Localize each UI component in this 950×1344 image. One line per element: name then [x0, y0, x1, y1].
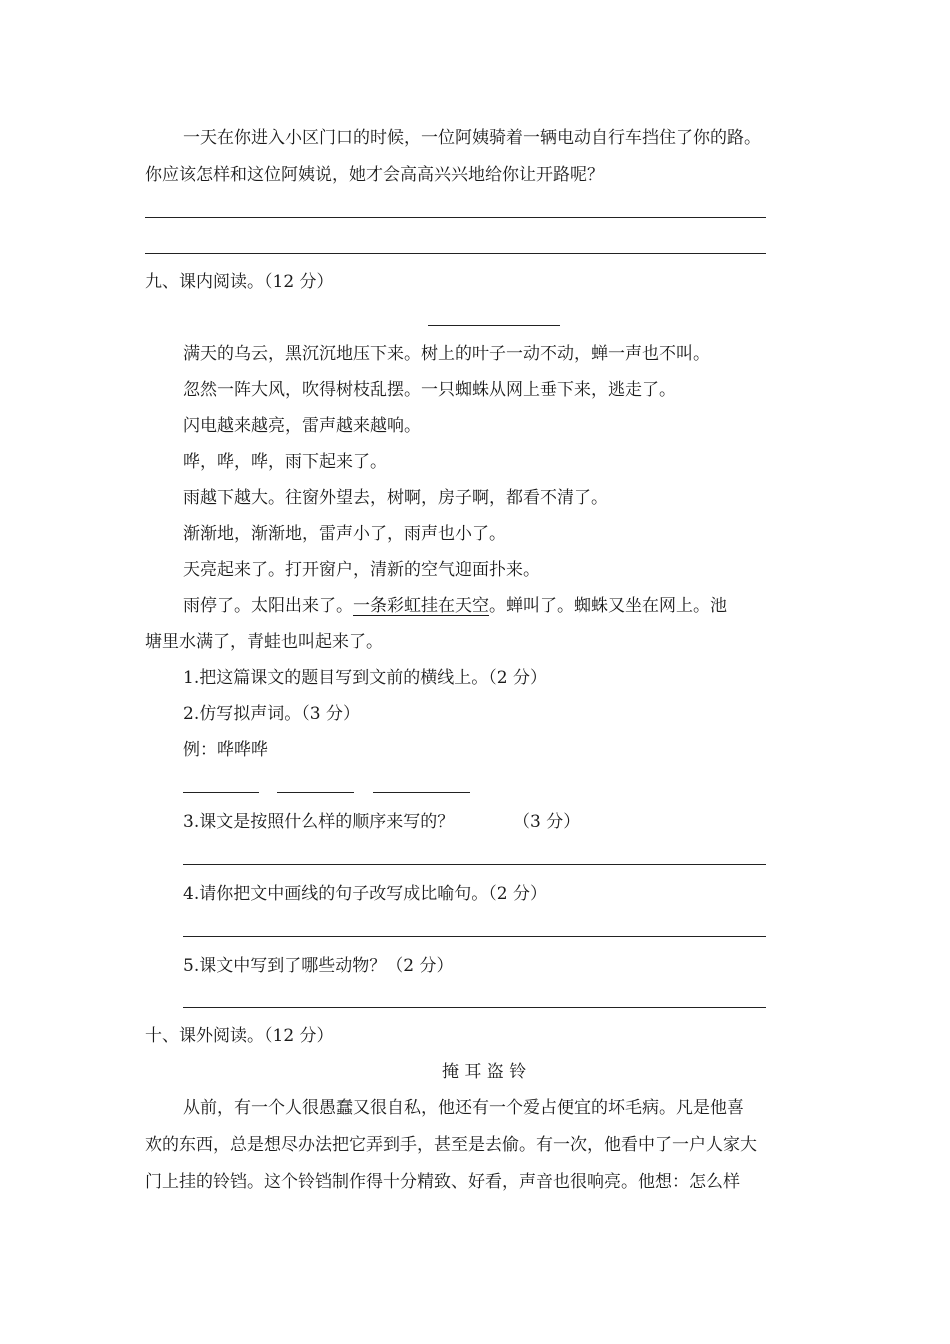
answer-line — [145, 253, 766, 254]
question-2-example: 例：哗哗哗 — [183, 740, 268, 760]
passage-paragraph: 渐渐地，渐渐地，雷声小了，雨声也小了。 — [183, 524, 506, 544]
question-1: 1.把这篇课文的题目写到文前的横线上。（2 分） — [183, 668, 547, 688]
story-line: 从前，有一个人很愚蠢又很自私，他还有一个爱占便宜的坏毛病。凡是他喜 — [183, 1098, 744, 1118]
answer-line — [183, 936, 766, 937]
text-span: 。蝉叫了。蜘蛛又坐在网上。池 — [489, 596, 727, 616]
passage-paragraph: 哗，哗，哗，雨下起来了。 — [183, 452, 387, 472]
text-span: 雨停了。太阳出来了。 — [183, 596, 353, 616]
answer-blank — [277, 792, 354, 793]
passage-last-paragraph — [183, 598, 727, 615]
story-line: 门上挂的铃铛。这个铃铛制作得十分精致、好看，声音也很响亮。他想：怎么样 — [145, 1172, 740, 1192]
answer-line — [145, 217, 766, 218]
scenario-line-2: 你应该怎样和这位阿姨说，她才会高高兴兴地给你让开路呢？ — [145, 165, 604, 185]
passage-paragraph: 满天的乌云，黑沉沉地压下来。树上的叶子一动不动，蝉一声也不叫。 — [183, 344, 710, 364]
answer-line — [183, 1007, 766, 1008]
question-4: 4.请你把文中画线的句子改写成比喻句。（2 分） — [183, 884, 547, 904]
passage-paragraph: 忽然一阵大风，吹得树枝乱摆。一只蜘蛛从网上垂下来，逃走了。 — [183, 380, 676, 400]
section-9-heading: 九、课内阅读。（12 分） — [145, 272, 334, 292]
question-3: 3.课文是按照什么样的顺序来写的？ — [183, 812, 455, 832]
section-10-heading: 十、课外阅读。（12 分） — [145, 1026, 334, 1046]
answer-line — [183, 864, 766, 865]
story-title: 掩 耳 盗 铃 — [442, 1062, 527, 1082]
answer-blank — [183, 792, 259, 793]
passage-paragraph: 雨越下越大。往窗外望去，树啊，房子啊，都看不清了。 — [183, 488, 608, 508]
story-line: 欢的东西，总是想尽办法把它弄到手，甚至是去偷。有一次，他看中了一户人家大 — [145, 1135, 757, 1155]
title-blank-line — [428, 325, 560, 326]
passage-last-paragraph-line-2: 塘里水满了，青蛙也叫起来了。 — [145, 632, 383, 652]
question-5: 5.课文中写到了哪些动物？（2 分） — [183, 956, 454, 976]
scenario-line-1: 一天在你进入小区门口的时候，一位阿姨骑着一辆电动自行车挡住了你的路。 — [183, 128, 761, 148]
answer-blank — [373, 792, 470, 793]
question-2: 2.仿写拟声词。（3 分） — [183, 704, 360, 724]
passage-paragraph: 闪电越来越亮，雷声越来越响。 — [183, 416, 421, 436]
question-3-score: （3 分） — [513, 812, 581, 832]
passage-paragraph: 天亮起来了。打开窗户，清新的空气迎面扑来。 — [183, 560, 540, 580]
underlined-sentence: 一条彩虹挂在天空 — [353, 596, 489, 616]
